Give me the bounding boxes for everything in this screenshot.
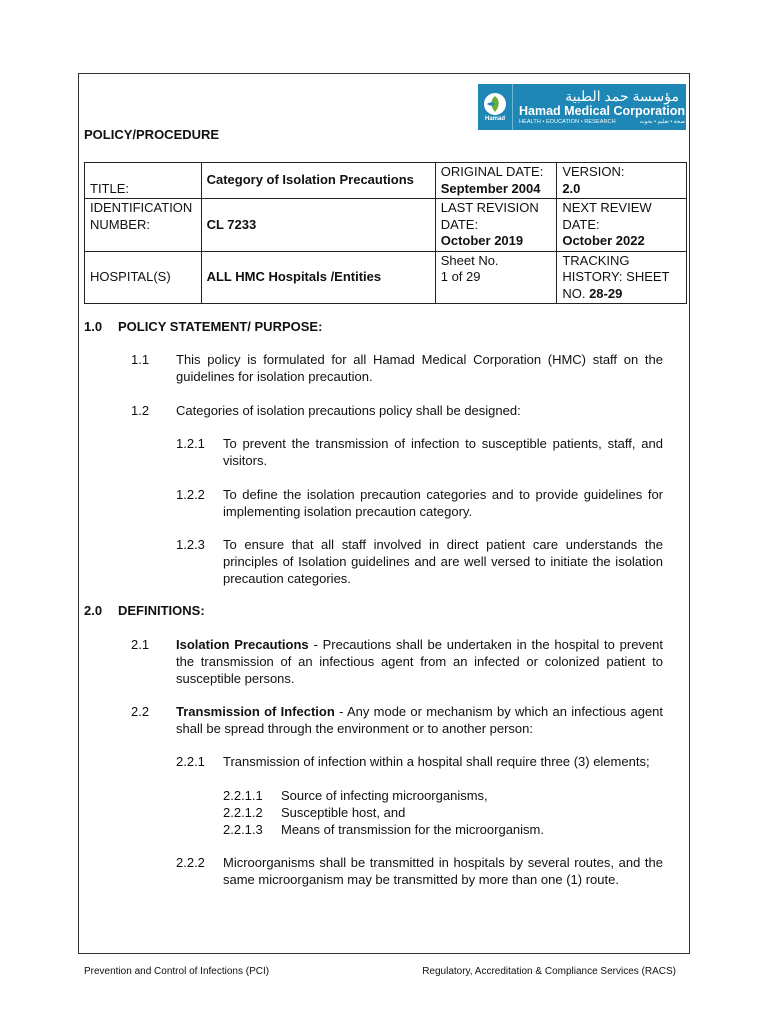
next-review-cell [557,199,687,252]
paragraph-number: 1.2 [131,403,150,418]
paragraph-number: 1.1 [131,352,150,367]
logo-mark-label: Hamad [484,116,505,122]
title-value: Category of Isolation Precautions [201,163,435,199]
paragraph-number: 1.2.3 [176,537,205,552]
section-number: 1.0 [84,319,103,334]
next-review-value: October 2022 [562,233,645,248]
logo-tagline [519,120,685,126]
tracking-label: TRACKING HISTORY: SHEET NO. [562,252,670,301]
definition-text: - Any mode or mechanism by which an infectious agent shall be spread through the environment or to another person: [176,704,663,736]
list-item [223,787,663,804]
last-revision-cell [435,199,557,252]
next-review-label: NEXT REVIEW DATE: [562,200,652,232]
definition-text: - Precautions shall be undertaken in the hospital to prevent the transmission of an infectious agent from an infected or colonized patient to susceptible persons. [176,637,663,686]
paragraph-1-2-3 [176,536,663,587]
paragraph-text: To prevent the transmission of infection to susceptible patients, staff, and visitors. [223,436,663,468]
list-item-number: 2.2.1.2 [223,805,263,820]
section-heading-2 [84,603,205,618]
section-title: POLICY STATEMENT/ PURPOSE: [118,319,323,334]
footer-left: Prevention and Control of Infections (PCI) [84,966,270,977]
list-item-text: Source of infecting microorganisms, [281,788,488,803]
last-revision-value: October 2019 [440,233,524,248]
list-item-number: 2.2.1.1 [223,788,263,803]
title-label: TITLE: [85,163,202,199]
list-item-text: Susceptible host, and [281,805,406,820]
paragraph-text [176,703,663,737]
paragraph-2-2-2 [176,854,663,888]
paragraph-text: Transmission of infection within a hospital shall require three (3) elements; [223,754,650,769]
logo-tagline-english: HEALTH • EDUCATION • RESEARCH [519,118,616,125]
document-header-table [84,162,687,304]
leaf-icon [483,92,507,116]
paragraph-1-2 [131,402,663,419]
logo-arabic-name: مؤسسة حمد الطبية [565,88,679,104]
original-date-cell [435,163,557,199]
tracking-value: 28-29 [589,285,623,301]
footer-right: Regulatory, Accreditation & Compliance Services (RACS) [422,966,676,977]
paragraph-number: 1.2.1 [176,436,205,451]
section-number: 2.0 [84,603,103,618]
paragraph-2-1 [131,636,663,687]
sheet-cell [435,251,557,304]
paragraph-2-2 [131,703,663,737]
last-revision-label: LAST REVISION DATE: [440,200,539,232]
version-label: VERSION: [562,164,625,179]
paragraph-text: Categories of isolation precautions policy shall be designed: [176,403,521,418]
id-value: CL 7233 [201,199,435,252]
paragraph-number: 1.2.2 [176,487,205,502]
logo-english-name: Hamad Medical Corporation [519,104,685,118]
paragraph-1-2-1 [176,435,663,469]
list-item [223,804,663,821]
sheet-value: 1 of 29 [440,269,481,284]
paragraph-text [176,636,663,687]
hmc-logo-mark [478,84,513,130]
list-item [223,821,663,838]
paragraph-1-1 [131,351,663,385]
version-value: 2.0 [562,180,581,196]
definition-term: Transmission of Infection [176,704,335,719]
hospital-value: ALL HMC Hospitals /Entities [201,251,435,304]
logo-tagline-arabic: صحة • تعليم • بحوث [639,118,685,125]
paragraph-1-2-2 [176,486,663,520]
tracking-cell [557,251,687,304]
elements-list [223,787,663,838]
version-cell [557,163,687,199]
paragraph-number: 2.2.2 [176,855,205,870]
id-label: IDENTIFICATION NUMBER: [85,199,202,252]
paragraph-2-2-1 [176,753,663,770]
sheet-label: Sheet No. [440,252,499,268]
paragraph-text: To define the isolation precaution categories and to provide guidelines for implementing isolation precaution category. [223,487,663,519]
paragraph-number: 2.1 [131,637,150,652]
paragraph-text: This policy is formulated for all Hamad Medical Corporation (HMC) staff on the guidelines for isolation precaution. [176,352,663,384]
paragraph-number: 2.2.1 [176,754,205,769]
paragraph-text: To ensure that all staff involved in direct patient care understands the principles of Isolation guidelines and are well versed to initiate the isolation precaution categories. [223,537,663,586]
document-type: POLICY/PROCEDURE [84,127,220,142]
list-item-text: Means of transmission for the microorganism. [281,822,544,837]
list-item-number: 2.2.1.3 [223,822,263,837]
definition-term: Isolation Precautions [176,637,309,652]
section-title: DEFINITIONS: [118,603,205,618]
section-heading-1 [84,319,322,334]
paragraph-number: 2.2 [131,704,150,719]
paragraph-text: Microorganisms shall be transmitted in hospitals by several routes, and the same microorganism may be transmitted by more than one (1) route. [223,855,663,887]
original-date-label: ORIGINAL DATE: [440,164,544,179]
original-date-value: September 2004 [440,180,541,196]
hospital-label: HOSPITAL(S) [85,251,202,304]
hmc-logo [478,84,686,130]
